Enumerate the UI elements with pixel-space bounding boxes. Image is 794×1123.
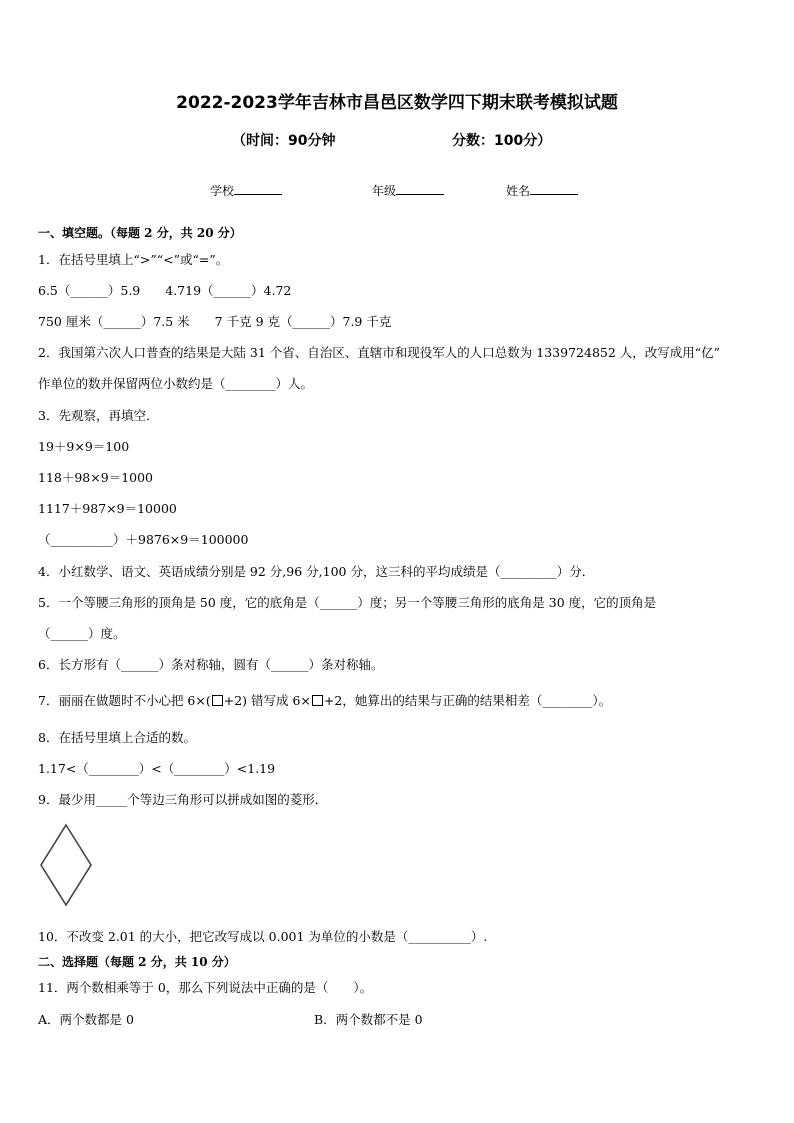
name-label: 姓名: [506, 184, 531, 198]
school-blank[interactable]: [234, 182, 282, 195]
question-3: 3．先观察，再填空．: [38, 408, 159, 423]
school-field: [210, 182, 282, 199]
question-2-line-2: 作单位的数并保留两位小数约是（________）人。: [38, 376, 314, 391]
section-fill-in: 一、填空题。（每题 2 分，共 20 分）: [38, 226, 242, 240]
name-blank[interactable]: [530, 182, 578, 195]
rhombus-figure: [38, 822, 98, 908]
question-9: 9．最少用_____个等边三角形可以拼成如图的菱形．: [38, 792, 328, 807]
question-7: [38, 691, 611, 709]
section-multiple-choice: 二、选择题（每题 2 分，共 10 分）: [38, 955, 236, 969]
question-10: 10．不改变 2.01 的大小，把它改写成以 0.001 为单位的小数是（__________）.: [38, 929, 488, 944]
question-11: 11．两个数相乘等于 0，那么下列说法中正确的是（ ）。: [38, 980, 373, 995]
question-7-part-1: 7．丽丽在做题时不小心把 6×(: [38, 693, 211, 708]
question-5-line-1: 5．一个等腰三角形的顶角是 50 度，它的底角是（______）度；另一个等腰三角形的底角是 30 度，它的顶角是: [38, 595, 657, 610]
question-3-eq-2: 118＋98×9＝1000: [38, 470, 154, 485]
question-3-eq-3: 1117＋987×9＝10000: [38, 501, 177, 516]
question-3-eq-4: （__________）＋9876×9＝100000: [38, 532, 249, 547]
question-5-line-2: （______）度。: [38, 626, 126, 641]
question-7-part-2: +2) 错写成 6×: [223, 693, 311, 708]
question-3-eq-1: 19＋9×9＝100: [38, 439, 130, 454]
grade-field: [372, 182, 444, 199]
question-1-row-b: 750 厘米（______）7.5 米 7 千克 9 克（______）7.9 千克: [38, 314, 392, 329]
square-box-icon: [312, 695, 323, 706]
question-1: 1．在括号里填上“>”“<”或“=”。: [38, 252, 229, 267]
grade-label: 年级: [372, 184, 397, 198]
exam-score: 分数：100分）: [452, 133, 552, 149]
question-6: 6．长方形有（______）条对称轴，圆有（______）条对称轴。: [38, 657, 384, 672]
name-field: [506, 182, 578, 199]
square-box-icon: [212, 695, 223, 706]
question-4: 4．小红数学、语文、英语成绩分别是 92 分,96 分,100 分，这三科的平均成绩是（_________）分．: [38, 564, 595, 579]
question-2-line-1: 2．我国第六次人口普查的结果是大陆 31 个省、自治区、直辖市和现役军人的人口总数为 1339724852 人，改写成用“亿”: [38, 345, 721, 360]
exam-time: （时间：90分钟: [232, 133, 336, 149]
page-title: 2022-2023学年吉林市昌邑区数学四下期末联考模拟试题: [176, 93, 618, 113]
grade-blank[interactable]: [396, 182, 444, 195]
question-11-option-b[interactable]: B．两个数都不是 0: [314, 1012, 423, 1027]
school-label: 学校: [210, 184, 235, 198]
question-8-row: 1.17<（________）<（________）<1.19: [38, 761, 276, 776]
question-11-option-a[interactable]: A．两个数都是 0: [38, 1012, 134, 1027]
rhombus-shape: [41, 825, 91, 905]
question-1-row-a: 6.5（______）5.9 4.719（______）4.72: [38, 283, 292, 298]
question-7-part-3: +2，她算出的结果与正确的结果相差（________）。: [323, 693, 612, 708]
question-8: 8．在括号里填上合适的数。: [38, 730, 196, 745]
